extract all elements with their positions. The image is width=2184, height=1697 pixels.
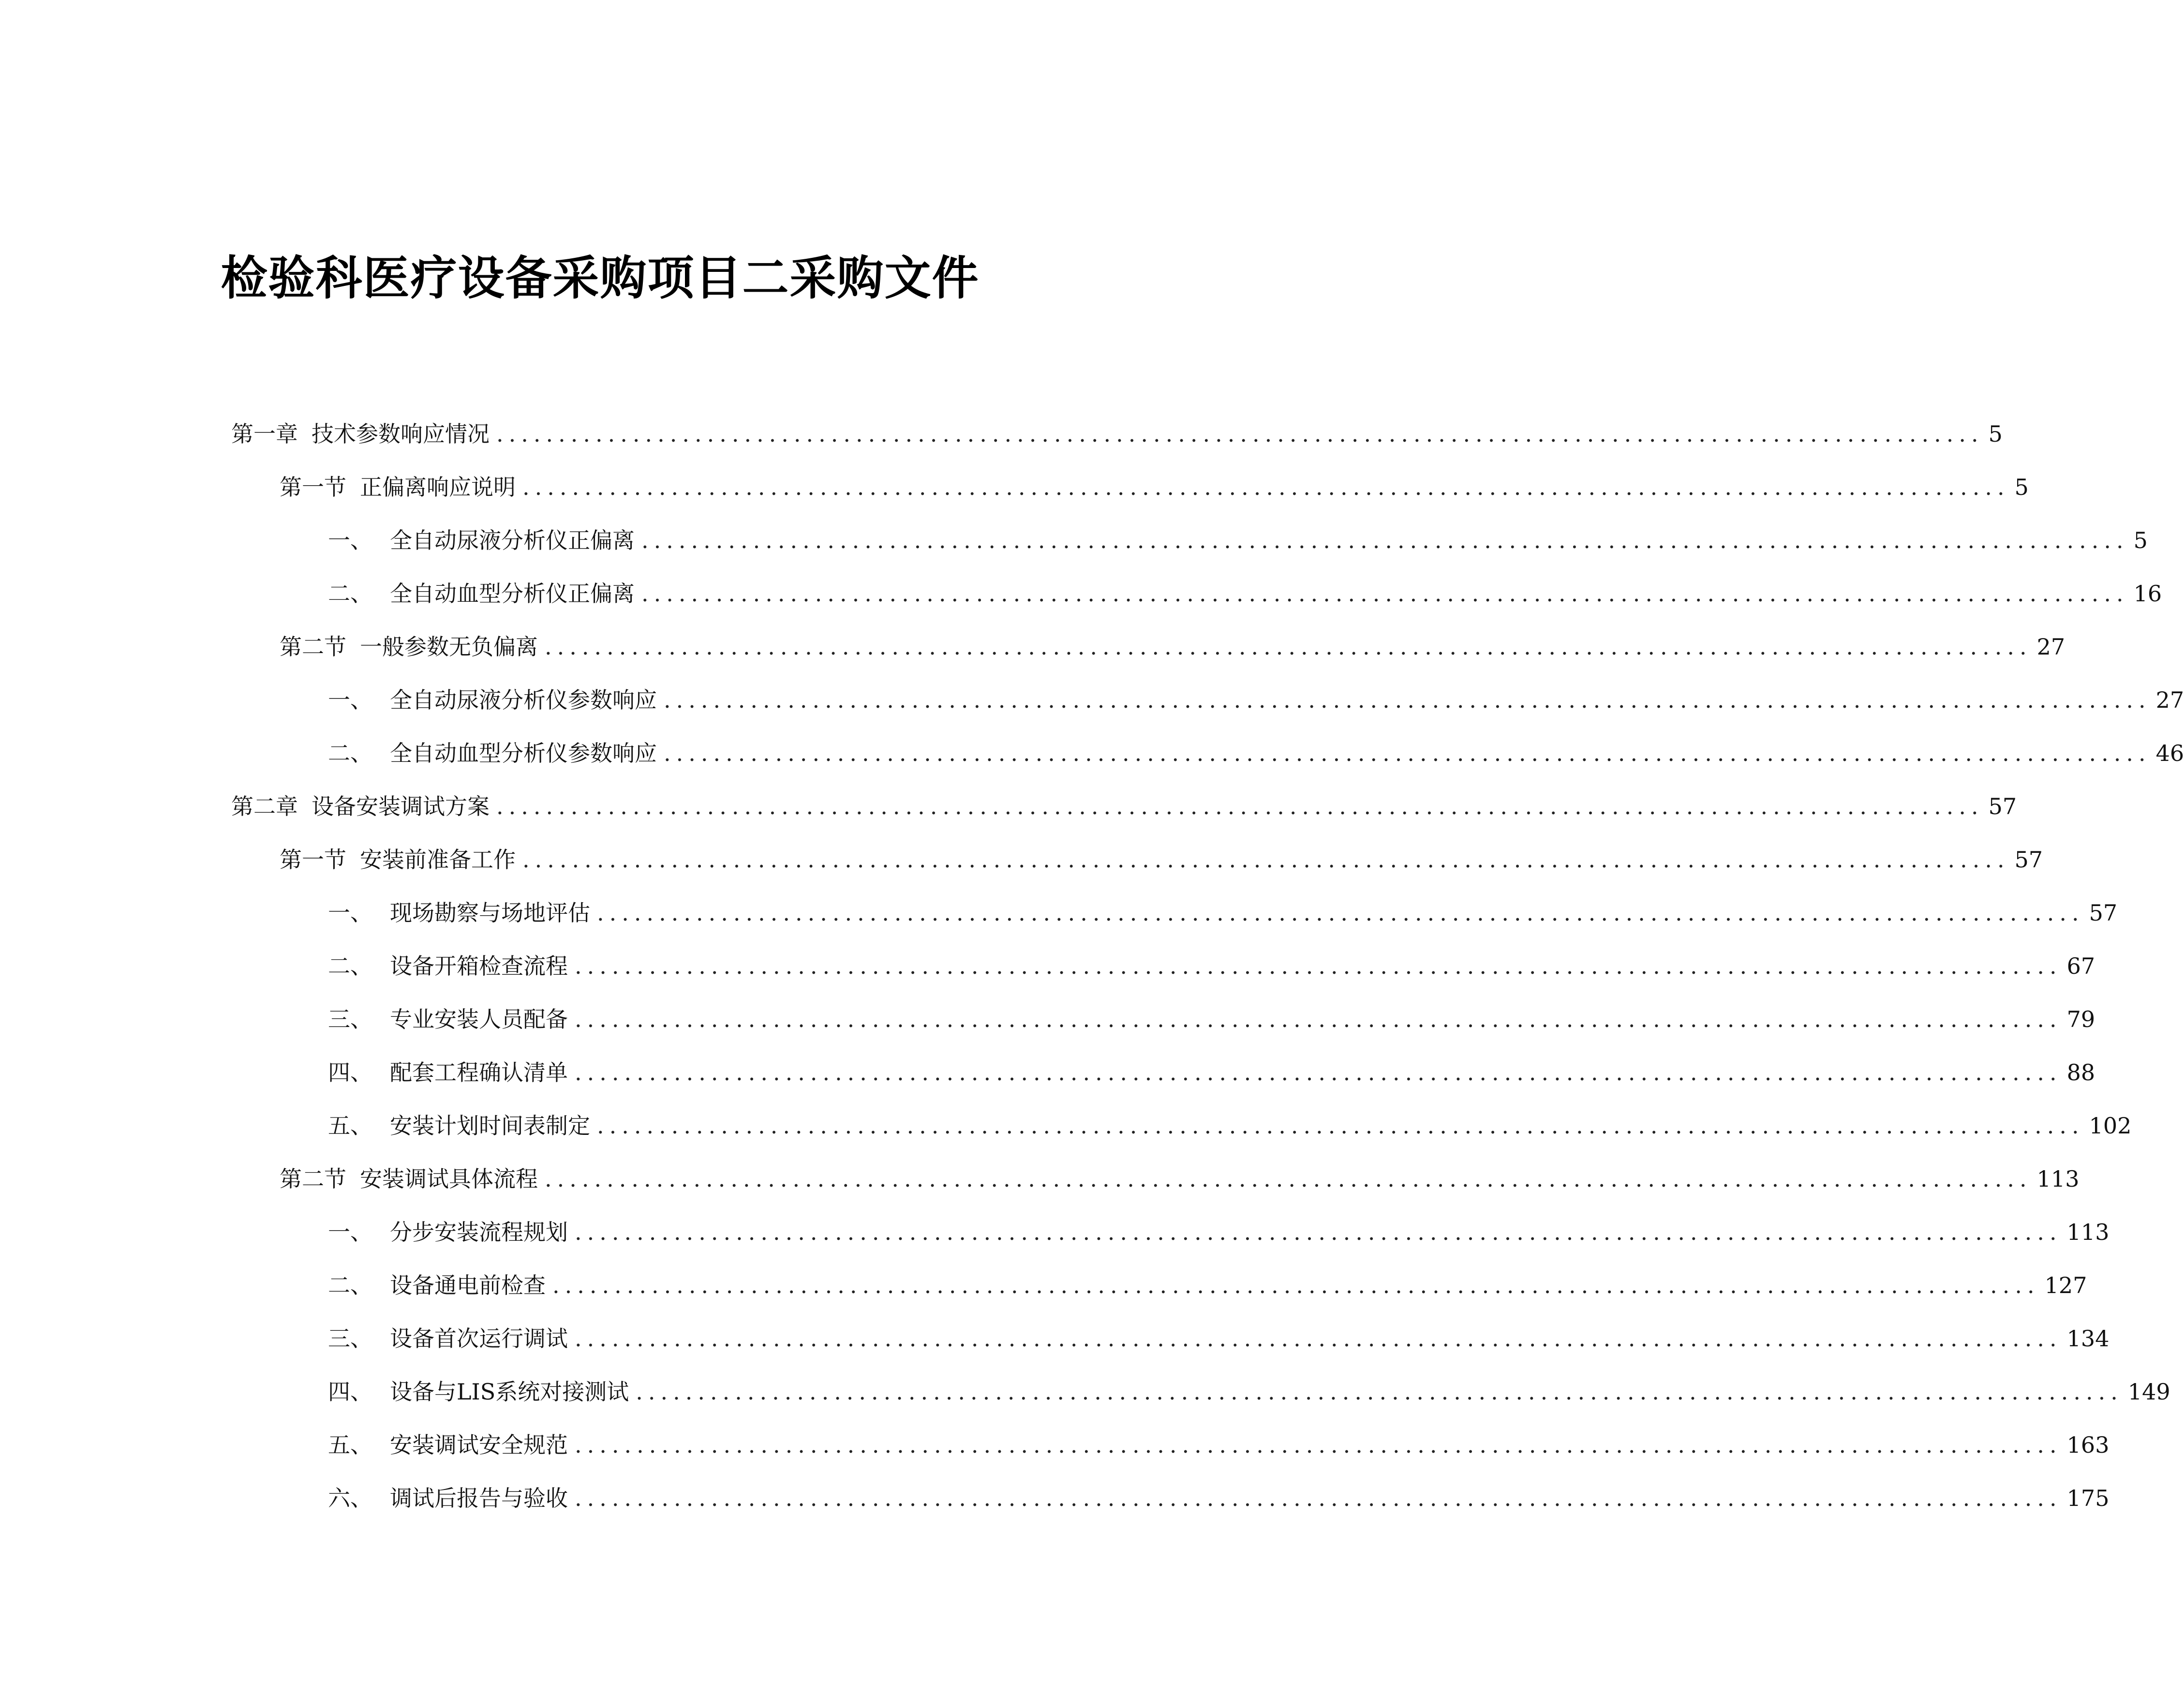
toc-entry-number: 第二节 — [280, 1166, 346, 1192]
toc-entry-number: 四、 — [328, 1059, 372, 1086]
toc-entry-title: 安装调试具体流程 — [360, 1166, 538, 1192]
toc-leader-dots: ........................................................................................................................ — [597, 1113, 2084, 1139]
toc-entry-page-number: 149 — [2127, 1379, 2170, 1405]
toc-leader-dots: ........................................................................................................................ — [545, 634, 2032, 660]
toc-entry[interactable] — [328, 1106, 2132, 1145]
toc-entry-page-number: 102 — [2089, 1113, 2132, 1139]
toc-entry-number: 二、 — [328, 953, 372, 979]
toc-leader-dots: ........................................................................................................................ — [575, 1059, 2062, 1086]
toc-leader-dots: ........................................................................................................................ — [575, 953, 2062, 979]
toc-leader-dots: ........................................................................................................................ — [575, 1325, 2062, 1352]
document-title: 检验科医疗设备采购项目二采购文件 — [221, 251, 980, 305]
toc-entry-number: 第一章 — [231, 421, 298, 447]
toc-entry-number: 二、 — [328, 740, 372, 766]
toc-entry-title: 全自动血型分析仪正偏离 — [390, 581, 635, 607]
toc-entry-number: 第二节 — [280, 634, 346, 660]
toc-leader-dots: ........................................................................................................................ — [522, 847, 2010, 873]
toc-entry-title: 全自动血型分析仪参数响应 — [390, 740, 657, 766]
toc-entry-number: 第二章 — [231, 793, 298, 819]
toc-leader-dots: ........................................................................................................................ — [552, 1272, 2040, 1298]
toc-entry-page-number: 57 — [2089, 900, 2118, 926]
toc-entry[interactable] — [328, 1000, 2095, 1039]
toc-entry-number: 一、 — [328, 527, 372, 553]
toc-leader-dots: ........................................................................................................................ — [664, 740, 2151, 766]
toc-entry[interactable] — [280, 468, 2029, 506]
toc-entry[interactable] — [328, 1479, 2110, 1518]
toc-leader-dots: ........................................................................................................................ — [641, 581, 2129, 607]
toc-entry[interactable] — [328, 681, 2184, 719]
toc-entry-number: 二、 — [328, 581, 372, 607]
toc-entry-page-number: 127 — [2044, 1272, 2087, 1298]
toc-entry-title: 技术参数响应情况 — [312, 421, 490, 447]
toc-entry-page-number: 16 — [2133, 581, 2162, 607]
toc-entry-title: 分步安装流程规划 — [390, 1219, 568, 1245]
toc-entry-number: 五、 — [328, 1432, 372, 1458]
toc-leader-dots: ........................................................................................................................ — [575, 1485, 2062, 1511]
toc-entry-title: 设备开箱检查流程 — [390, 953, 568, 979]
toc-entry[interactable] — [280, 627, 2065, 666]
toc-entry-page-number: 79 — [2066, 1006, 2095, 1032]
toc-entry-title: 设备安装调试方案 — [312, 793, 490, 819]
toc-entry[interactable] — [328, 574, 2162, 613]
toc-entry-number: 二、 — [328, 1272, 372, 1298]
toc-entry-page-number: 134 — [2066, 1325, 2110, 1352]
toc-leader-dots: ........................................................................................................................ — [597, 900, 2084, 926]
toc-leader-dots: ........................................................................................................................ — [496, 421, 1984, 447]
toc-entry[interactable] — [328, 1053, 2095, 1092]
toc-entry-title: 设备首次运行调试 — [390, 1325, 568, 1352]
toc-entry[interactable] — [328, 1213, 2110, 1251]
toc-entry-title: 调试后报告与验收 — [390, 1485, 568, 1511]
toc-entry[interactable] — [328, 947, 2095, 985]
toc-entry[interactable] — [328, 734, 2184, 773]
toc-leader-dots: ........................................................................................................................ — [496, 793, 1984, 819]
toc-entry-page-number: 27 — [2036, 634, 2065, 660]
toc-entry-number: 一、 — [328, 1219, 372, 1245]
toc-entry-number: 一、 — [328, 687, 372, 713]
toc-entry-title: 专业安装人员配备 — [390, 1006, 568, 1032]
toc-leader-dots: ........................................................................................................................ — [545, 1166, 2032, 1192]
toc-entry-title: 安装前准备工作 — [360, 847, 516, 873]
toc-entry-page-number: 175 — [2066, 1485, 2110, 1511]
toc-entry-title: 安装计划时间表制定 — [390, 1113, 590, 1139]
toc-leader-dots: ........................................................................................................................ — [641, 527, 2129, 553]
toc-entry[interactable] — [328, 1426, 2110, 1464]
toc-entry-page-number: 88 — [2066, 1059, 2095, 1086]
toc-leader-dots: ........................................................................................................................ — [575, 1006, 2062, 1032]
toc-entry[interactable] — [328, 1319, 2110, 1358]
toc-entry-page-number: 5 — [1988, 421, 2003, 447]
toc-entry-number: 三、 — [328, 1006, 372, 1032]
toc-entry-title: 安装调试安全规范 — [390, 1432, 568, 1458]
toc-entry-title: 设备与LIS系统对接测试 — [390, 1379, 629, 1405]
toc-entry-title: 全自动尿液分析仪正偏离 — [390, 527, 635, 553]
toc-entry[interactable] — [231, 415, 2003, 453]
toc-entry[interactable] — [231, 787, 2017, 826]
toc-entry-page-number: 5 — [2133, 527, 2148, 553]
toc-entry[interactable] — [328, 893, 2118, 932]
toc-leader-dots: ........................................................................................................................ — [575, 1432, 2062, 1458]
toc-entry[interactable] — [328, 1266, 2087, 1305]
toc-entry-number: 三、 — [328, 1325, 372, 1352]
toc-entry-title: 配套工程确认清单 — [390, 1059, 568, 1086]
toc-entry-title: 现场勘察与场地评估 — [390, 900, 590, 926]
toc-entry-title: 一般参数无负偏离 — [360, 634, 538, 660]
toc-entry[interactable] — [280, 840, 2043, 879]
toc-entry-page-number: 113 — [2066, 1219, 2110, 1245]
toc-leader-dots: ........................................................................................................................ — [575, 1219, 2062, 1245]
toc-entry-page-number: 163 — [2066, 1432, 2110, 1458]
toc-entry-title: 正偏离响应说明 — [360, 474, 516, 500]
toc-entry-page-number: 67 — [2066, 953, 2095, 979]
toc-entry-number: 六、 — [328, 1485, 372, 1511]
toc-entry[interactable] — [280, 1160, 2080, 1198]
toc-entry-number: 第一节 — [280, 474, 346, 500]
toc-entry-number: 一、 — [328, 900, 372, 926]
toc-entry-page-number: 57 — [2014, 847, 2043, 873]
toc-entry[interactable] — [328, 1372, 2170, 1411]
toc-entry-page-number: 27 — [2155, 687, 2184, 713]
toc-entry-number: 四、 — [328, 1379, 372, 1405]
toc-entry-page-number: 46 — [2155, 740, 2184, 766]
toc-leader-dots: ........................................................................................................................ — [522, 474, 2010, 500]
toc-entry-page-number: 57 — [1988, 793, 2017, 819]
toc-entry-title: 设备通电前检查 — [390, 1272, 546, 1298]
toc-entry-page-number: 113 — [2036, 1166, 2080, 1192]
toc-leader-dots: ........................................................................................................................ — [636, 1379, 2123, 1405]
toc-entry[interactable] — [328, 521, 2148, 560]
toc-entry-number: 第一节 — [280, 847, 346, 873]
toc-entry-title: 全自动尿液分析仪参数响应 — [390, 687, 657, 713]
toc-leader-dots: ........................................................................................................................ — [664, 687, 2151, 713]
toc-entry-number: 五、 — [328, 1113, 372, 1139]
toc-entry-page-number: 5 — [2014, 474, 2029, 500]
